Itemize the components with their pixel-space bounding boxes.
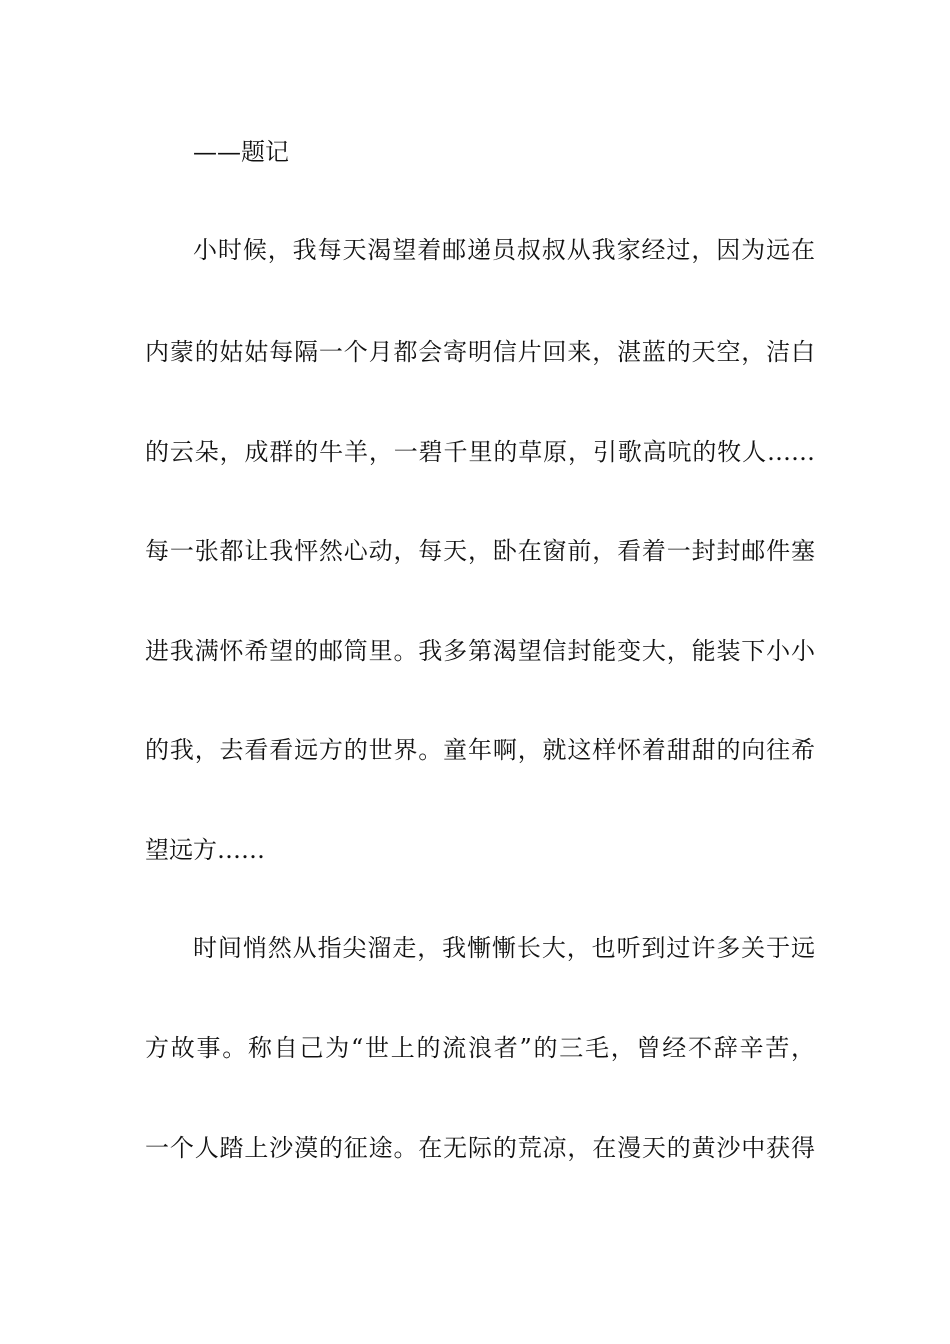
paragraph-1-line-4: 每一张都让我怦然心动，每天，卧在窗前，看着一封封邮件塞 (145, 537, 815, 565)
paragraph-1-line-6: 的我，去看看远方的世界。童年啊，就这样怀着甜甜的向往希 (145, 736, 815, 764)
paragraph-1-line-2: 内蒙的姑姑每隔一个月都会寄明信片回来，湛蓝的天空，洁白 (145, 338, 815, 366)
paragraph-1-line-1: 小时候，我每天渴望着邮递员叔叔从我家经过，因为远在 (193, 236, 815, 264)
paragraph-1-line-7: 望远方…… (145, 836, 265, 864)
paragraph-2-line-3: 一个人踏上沙漠的征途。在无际的荒凉，在漫天的黄沙中获得 (145, 1134, 815, 1162)
paragraph-2-line-1: 时间悄然从指尖溜走，我慚慚长大，也听到过许多关于远 (193, 934, 815, 962)
paragraph-2-line-2: 方故事。称自己为“世上的流浪者”的三毛，曾经不辞辛苦， (145, 1034, 815, 1062)
epigraph-line: ——题记 (193, 138, 289, 166)
paragraph-1-line-5: 进我满怀希望的邮筒里。我多第渴望信封能变大，能装下小小 (145, 637, 815, 665)
paragraph-1-line-3: 的云朵，成群的牛羊，一碧千里的草原，引歌高吭的牧人…… (145, 438, 815, 466)
